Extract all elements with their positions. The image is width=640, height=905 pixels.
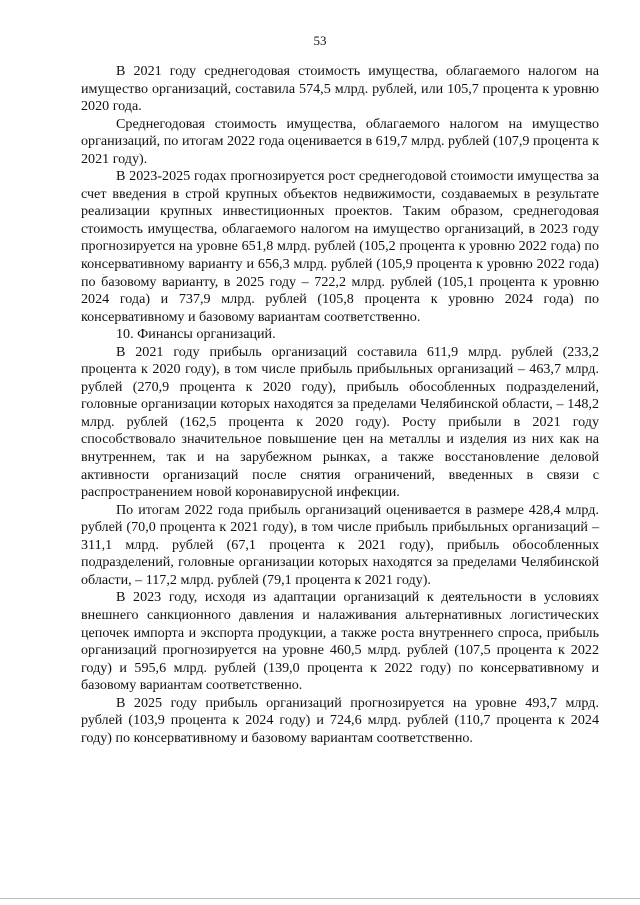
footer-divider bbox=[0, 898, 640, 899]
paragraph-profit-2022: По итогам 2022 года прибыль организаций оценивается в размере 428,4 млрд. рублей (70,0 процента к 2021 году), в том числе прибыль прибыльных организаций – 311,1 млрд. рублей (67,1 процента к 2021 году), прибыль обособленных подразделений, головные организации которых находятся за пределами Челябинской области, – 117,2 млрд. рублей (79,1 процента к 2021 году). bbox=[81, 501, 599, 588]
paragraph-property-value-2021: В 2021 году среднегодовая стоимость имущества, облагаемого налогом на имущество организаций, составила 574,5 млрд. рублей, или 105,7 процента к уровню 2020 года. bbox=[81, 63, 599, 115]
page-number: 53 bbox=[313, 33, 327, 48]
document-body bbox=[81, 63, 599, 747]
paragraph-profit-2021: В 2021 году прибыль организаций составила 611,9 млрд. рублей (233,2 процента к 2020 году), в том числе прибыль прибыльных организаций – 463,7 млрд. рублей (270,9 процента к 2020 году), прибыль обособленных подразделений, головные организации которых находятся за пределами Челябинской области, – 148,2 млрд. рублей (162,5 процента к 2020 году). Росту прибыли в 2021 году способствовало значительное повышение цен на металлы и изделия из них как на внутреннем, так и на зарубежном рынках, а также восстановление деловой активности организаций после снятия ограничений, введенных в связи с распространением новой коронавирусной инфекции. bbox=[81, 343, 599, 501]
paragraph-property-forecast-2023-2025: В 2023-2025 годах прогнозируется рост среднегодовой стоимости имущества за счет введения в строй крупных объектов недвижимости, создаваемых в результате реализации крупных инвестиционных проектов. Таким образом, среднегодовая стоимость имущества, облагаемого налогом на имущество организаций, в 2023 году прогнозируется на уровне 651,8 млрд. рублей (105,2 процента к уровню 2022 года) по консервативному варианту и 656,3 млрд. рублей (105,9 процента к уровню 2022 года) по базовому варианту, в 2025 году – 722,2 млрд. рублей (105,1 процента к уровню 2024 года) и 737,9 млрд. рублей (105,8 процента к уровню 2024 года) по консервативному и базовому вариантам соответственно. bbox=[81, 168, 599, 325]
paragraph-profit-forecast-2023: В 2023 году, исходя из адаптации организаций к деятельности в условиях внешнего санкционного давления и налаживания альтернативных логистических цепочек импорта и экспорта продукции, а также роста внутреннего спроса, прибыль организаций прогнозируется на уровне 460,5 млрд. рублей (107,5 процента к 2022 году) и 595,6 млрд. рублей (139,0 процента к 2022 году) по консервативному и базовому вариантам соответственно. bbox=[81, 589, 599, 694]
paragraph-property-value-2022: Среднегодовая стоимость имущества, облагаемого налогом на имущество организаций, по итогам 2022 года оценивается в 619,7 млрд. рублей (107,9 процента к 2021 году). bbox=[81, 115, 599, 167]
section-heading-finances: 10. Финансы организаций. bbox=[116, 326, 276, 343]
paragraph-profit-forecast-2025: В 2025 году прибыль организаций прогнозируется на уровне 493,7 млрд. рублей (103,9 процента к 2024 году) и 724,6 млрд. рублей (110,7 процента к 2024 году) по консервативному и базовому вариантам соответственно. bbox=[81, 694, 599, 746]
